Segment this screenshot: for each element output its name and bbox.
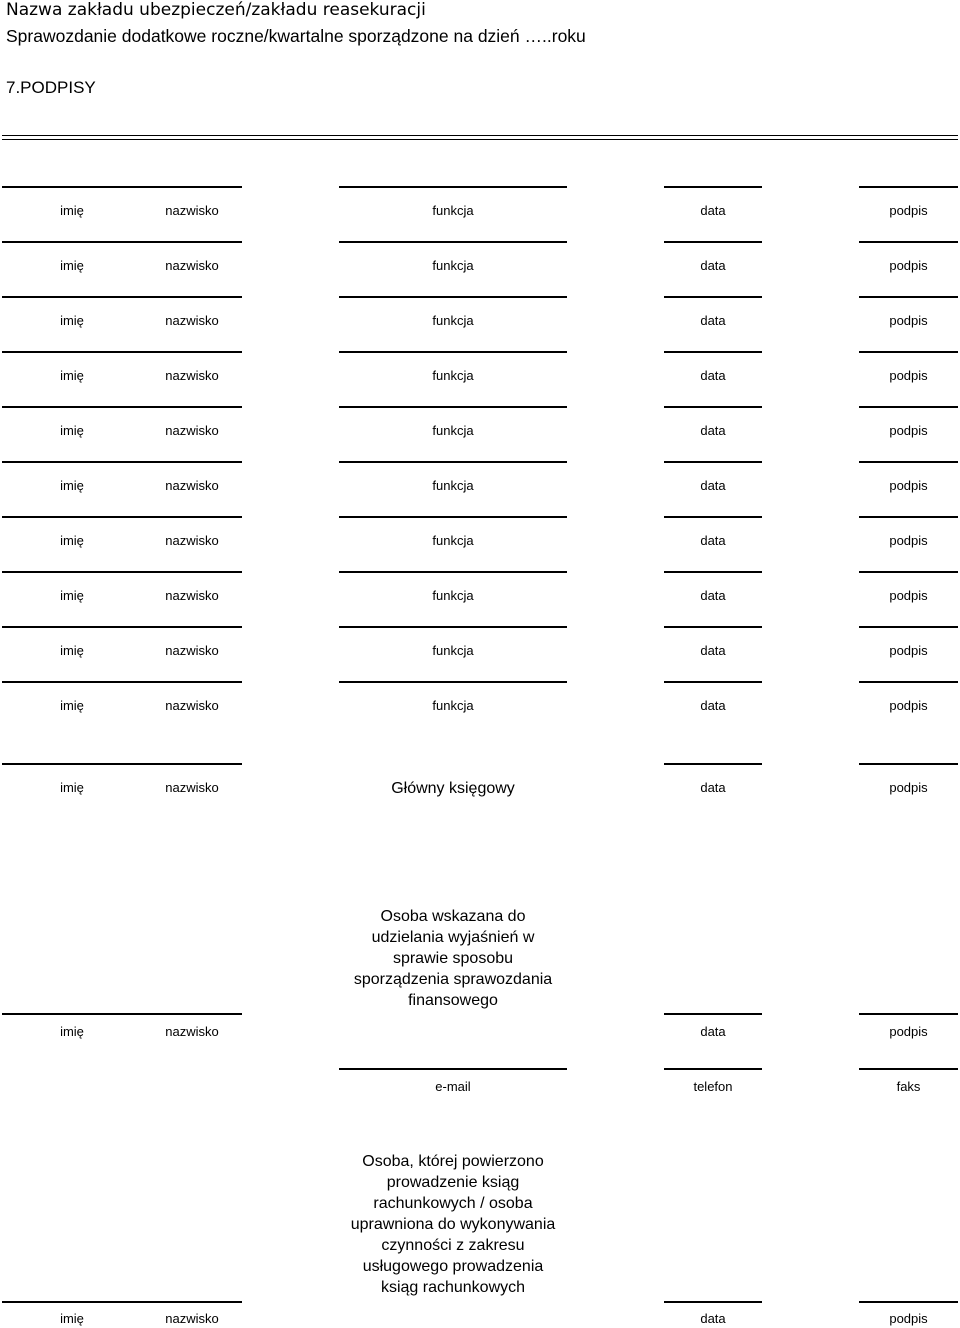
caption-line: finansowego xyxy=(408,992,498,1009)
phone-label: telefon xyxy=(693,1079,733,1094)
date-line xyxy=(664,1301,762,1303)
signature-line xyxy=(859,241,958,243)
date-line xyxy=(664,406,762,408)
fax-line xyxy=(859,1068,958,1070)
function-line xyxy=(339,406,567,408)
last-name-label: nazwisko xyxy=(165,1311,219,1326)
name-line xyxy=(2,681,242,683)
date-label: data xyxy=(700,258,726,273)
date-label: data xyxy=(700,423,726,438)
last-name-label: nazwisko xyxy=(165,423,219,438)
caption-line: sporządzenia sprawozdania xyxy=(353,971,553,988)
function-label: funkcja xyxy=(432,368,474,383)
first-name-label: imię xyxy=(60,423,84,438)
date-label: data xyxy=(700,1024,726,1039)
date-label: data xyxy=(700,203,726,218)
last-name-label: nazwisko xyxy=(165,368,219,383)
function-label: funkcja xyxy=(432,698,474,713)
signature-label: podpis xyxy=(889,258,928,273)
signature-label: podpis xyxy=(889,478,928,493)
name-line xyxy=(2,626,242,628)
name-line xyxy=(2,241,242,243)
date-line xyxy=(664,351,762,353)
signature-line xyxy=(859,626,958,628)
name-line xyxy=(2,763,242,765)
first-name-label: imię xyxy=(60,203,84,218)
signature-label: podpis xyxy=(889,423,928,438)
caption-line: prowadzenie ksiąg xyxy=(386,1174,520,1191)
signature-line xyxy=(859,461,958,463)
function-line xyxy=(339,571,567,573)
caption-line: usługowego prowadzenia xyxy=(362,1258,544,1275)
function-label: funkcja xyxy=(432,203,474,218)
function-label: funkcja xyxy=(432,588,474,603)
signature-label: podpis xyxy=(889,313,928,328)
email-label: e-mail xyxy=(435,1079,471,1094)
last-name-label: nazwisko xyxy=(165,698,219,713)
signature-line xyxy=(859,1013,958,1015)
signature-label: podpis xyxy=(889,1024,928,1039)
signature-line xyxy=(859,296,958,298)
double-divider xyxy=(2,135,958,140)
signature-label: podpis xyxy=(889,368,928,383)
last-name-label: nazwisko xyxy=(165,313,219,328)
name-line xyxy=(2,406,242,408)
date-line xyxy=(664,296,762,298)
chief-accountant-label: Główny księgowy xyxy=(391,780,515,797)
name-line xyxy=(2,1013,242,1015)
first-name-label: imię xyxy=(60,698,84,713)
date-line xyxy=(664,571,762,573)
last-name-label: nazwisko xyxy=(165,203,219,218)
date-line xyxy=(664,681,762,683)
caption-line: Osoba wskazana do xyxy=(380,908,526,925)
function-line xyxy=(339,626,567,628)
first-name-label: imię xyxy=(60,258,84,273)
last-name-label: nazwisko xyxy=(165,780,219,795)
phone-line xyxy=(664,1068,762,1070)
function-label: funkcja xyxy=(432,423,474,438)
date-line xyxy=(664,186,762,188)
first-name-label: imię xyxy=(60,1024,84,1039)
date-label: data xyxy=(700,780,726,795)
signature-label: podpis xyxy=(889,1311,928,1326)
date-line xyxy=(664,1013,762,1015)
function-line xyxy=(339,241,567,243)
function-label: funkcja xyxy=(432,643,474,658)
signature-label: podpis xyxy=(889,588,928,603)
date-label: data xyxy=(700,588,726,603)
function-label: funkcja xyxy=(432,258,474,273)
function-line xyxy=(339,516,567,518)
name-line xyxy=(2,516,242,518)
last-name-label: nazwisko xyxy=(165,533,219,548)
email-line xyxy=(339,1068,567,1070)
insurer-name-header: Nazwa zakładu ubezpieczeń/zakładu reasekuracji xyxy=(6,0,426,20)
report-title-header: Sprawozdanie dodatkowe roczne/kwartalne sporządzone na dzień …..roku xyxy=(6,26,586,46)
function-label: funkcja xyxy=(432,533,474,548)
first-name-label: imię xyxy=(60,533,84,548)
first-name-label: imię xyxy=(60,643,84,658)
first-name-label: imię xyxy=(60,588,84,603)
name-line xyxy=(2,296,242,298)
function-line xyxy=(339,461,567,463)
date-line xyxy=(664,516,762,518)
section-title: 7.PODPISY xyxy=(6,78,96,97)
date-label: data xyxy=(700,368,726,383)
signature-line xyxy=(859,516,958,518)
first-name-label: imię xyxy=(60,478,84,493)
last-name-label: nazwisko xyxy=(165,478,219,493)
date-label: data xyxy=(700,698,726,713)
signature-line xyxy=(859,571,958,573)
date-label: data xyxy=(700,478,726,493)
signature-label: podpis xyxy=(889,643,928,658)
date-line xyxy=(664,626,762,628)
first-name-label: imię xyxy=(60,780,84,795)
first-name-label: imię xyxy=(60,368,84,383)
first-name-label: imię xyxy=(60,313,84,328)
date-label: data xyxy=(700,643,726,658)
signature-line xyxy=(859,406,958,408)
date-label: data xyxy=(700,533,726,548)
name-line xyxy=(2,571,242,573)
name-line xyxy=(2,1301,242,1303)
date-line xyxy=(664,763,762,765)
function-label: funkcja xyxy=(432,478,474,493)
signature-label: podpis xyxy=(889,533,928,548)
last-name-label: nazwisko xyxy=(165,1024,219,1039)
function-line xyxy=(339,296,567,298)
function-line xyxy=(339,186,567,188)
signature-line xyxy=(859,186,958,188)
date-line xyxy=(664,461,762,463)
function-line xyxy=(339,351,567,353)
name-line xyxy=(2,351,242,353)
date-label: data xyxy=(700,1311,726,1326)
first-name-label: imię xyxy=(60,1311,84,1326)
signature-label: podpis xyxy=(889,203,928,218)
last-name-label: nazwisko xyxy=(165,643,219,658)
function-label: funkcja xyxy=(432,313,474,328)
name-line xyxy=(2,186,242,188)
caption-line: ksiąg rachunkowych xyxy=(380,1279,526,1296)
signature-line xyxy=(859,1301,958,1303)
signature-label: podpis xyxy=(889,698,928,713)
caption-line: uprawniona do wykonywania xyxy=(350,1216,556,1233)
last-name-label: nazwisko xyxy=(165,588,219,603)
signature-line xyxy=(859,681,958,683)
signature-line xyxy=(859,763,958,765)
date-line xyxy=(664,241,762,243)
name-line xyxy=(2,461,242,463)
caption-line: czynności z zakresu xyxy=(381,1237,525,1254)
caption-line: sprawie sposobu xyxy=(392,950,514,967)
signature-label: podpis xyxy=(889,780,928,795)
function-line xyxy=(339,681,567,683)
caption-line: udzielania wyjaśnień w xyxy=(371,929,535,946)
caption-line: Osoba, której powierzono xyxy=(362,1153,544,1170)
last-name-label: nazwisko xyxy=(165,258,219,273)
caption-line: rachunkowych / osoba xyxy=(373,1195,533,1212)
fax-label: faks xyxy=(896,1079,921,1094)
date-label: data xyxy=(700,313,726,328)
signature-line xyxy=(859,351,958,353)
